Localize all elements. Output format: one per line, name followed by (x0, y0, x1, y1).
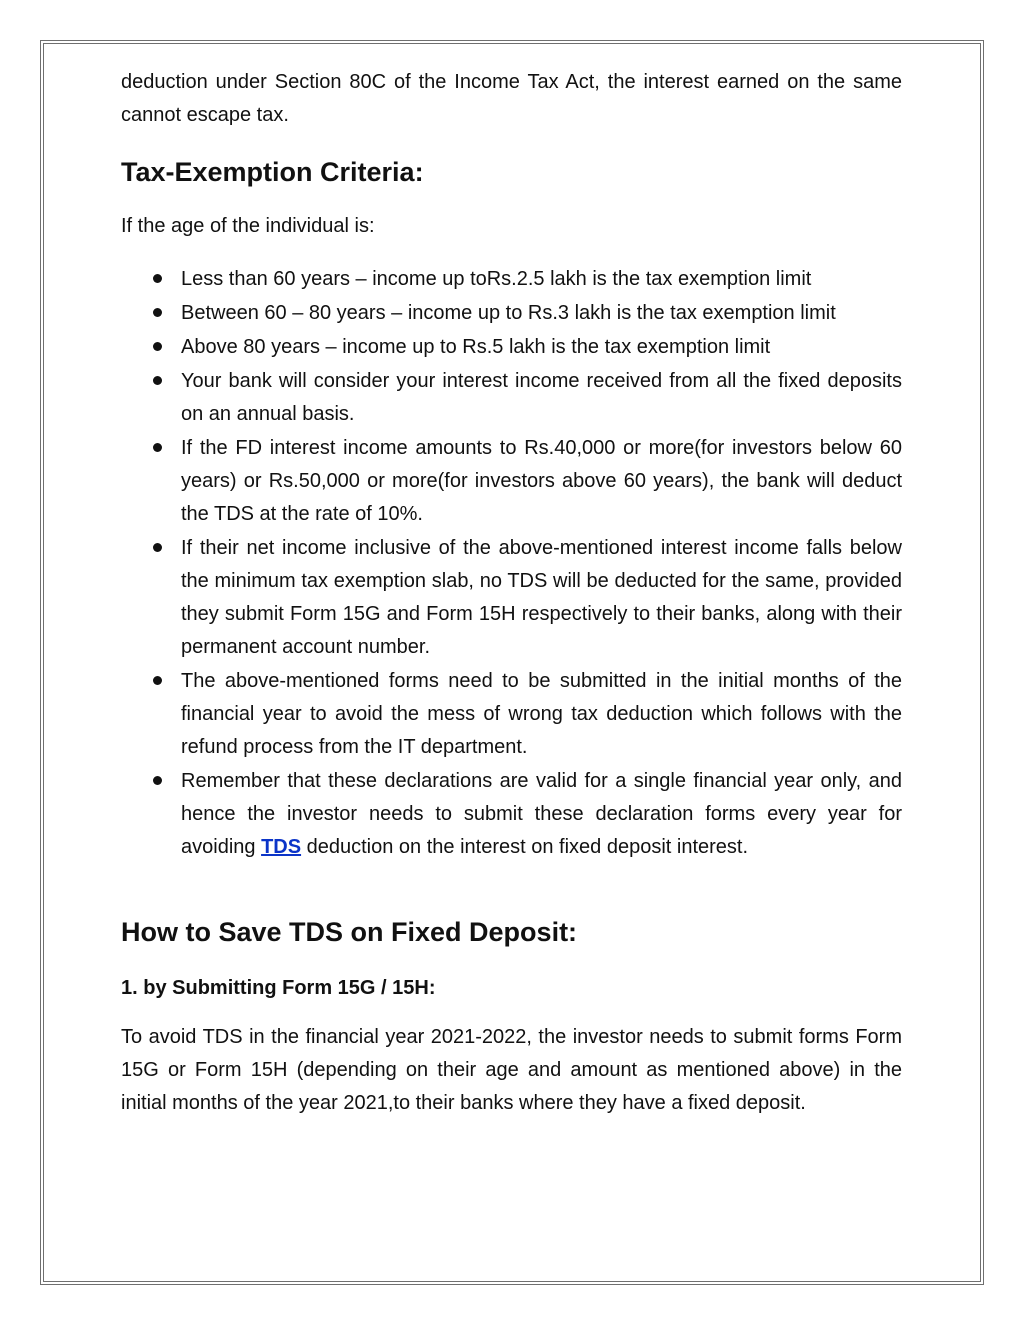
intro-paragraph: deduction under Section 80C of the Income Tax Act, the interest earned on the same cannot escape tax. (121, 71, 902, 126)
bullet-icon (153, 376, 162, 385)
bullet-icon (153, 443, 162, 452)
save-tds-paragraph: To avoid TDS in the financial year 2021-2022, the investor needs to submit forms Form 15G or Form 15H (depending on their age and amount as mentioned above) in the initial months of the year 2021,to their banks where they have a fixed deposit. (121, 1026, 902, 1114)
list-item-text: The above-mentioned forms need to be submitted in the initial months of the financial year to avoid the mess of wrong tax deduction which follows with the refund process from the IT department. (181, 670, 902, 758)
list-item (121, 263, 902, 296)
list-item (121, 432, 902, 531)
bullet-icon (153, 543, 162, 552)
list-item-text: Above 80 years – income up to Rs.5 lakh is the tax exemption limit (181, 336, 771, 358)
bullet-icon (153, 342, 162, 351)
list-item (121, 532, 902, 664)
list-item-text-before-link: Remember that these declarations are valid for a single financial year only, and hence the investor needs to submit these declaration forms every year for avoiding (181, 770, 902, 858)
bullet-icon (153, 676, 162, 685)
list-item (121, 765, 902, 864)
tds-link[interactable]: TDS (261, 836, 302, 858)
list-item (121, 331, 902, 364)
list-item (121, 365, 902, 431)
document-content (121, 64, 902, 1120)
list-item-text: Between 60 – 80 years – income up to Rs.3 lakh is the tax exemption limit (181, 302, 836, 324)
list-item (121, 665, 902, 764)
list-item (121, 297, 902, 330)
bullet-icon (153, 776, 162, 785)
bullet-icon (153, 274, 162, 283)
tax-exemption-lead: If the age of the individual is: (121, 215, 375, 237)
list-item-text: Less than 60 years – income up toRs.2.5 lakh is the tax exemption limit (181, 268, 812, 290)
list-item-text-after-link: deduction on the interest on fixed deposit interest. (301, 836, 749, 858)
save-tds-subheading: 1. by Submitting Form 15G / 15H: (121, 977, 436, 999)
save-tds-heading: How to Save TDS on Fixed Deposit: (121, 917, 578, 947)
list-item-text: If their net income inclusive of the above-mentioned interest income falls below the minimum tax exemption slab, no TDS will be deducted for the same, provided they submit Form 15G and Form 15H respectively to their banks, along with their permanent account number. (181, 537, 902, 658)
bullet-icon (153, 308, 162, 317)
list-item-text: Your bank will consider your interest income received from all the fixed deposits on an annual basis. (181, 370, 902, 425)
list-item-text: If the FD interest income amounts to Rs.40,000 or more(for investors below 60 years) or Rs.50,000 or more(for investors above 60 years), the bank will deduct the TDS at the rate of 10%. (181, 437, 902, 525)
tax-exemption-list (121, 263, 902, 864)
tax-exemption-heading: Tax-Exemption Criteria: (121, 157, 424, 187)
